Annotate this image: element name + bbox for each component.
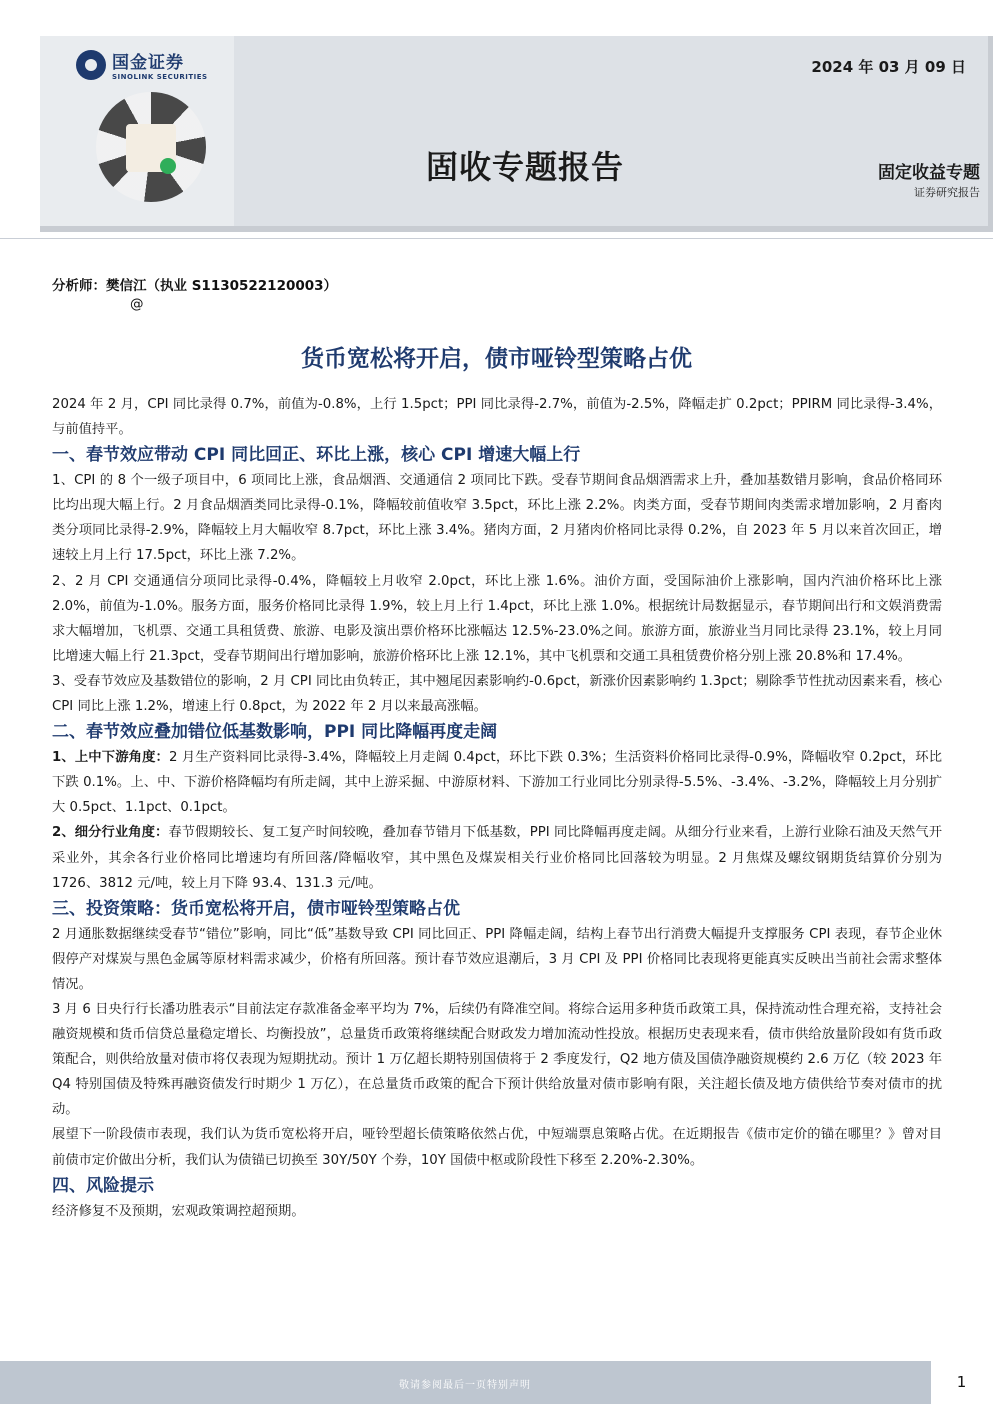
section-1-paragraph-2: 2、2 月 CPI 交通通信分项同比录得-0.4%，降幅较上月收窄 2.0pct，环比上涨 1.6%。油价方面，受国际油价上涨影响，国内汽油价格环比上涨 2.0%，前值为-1.0%。服务方面，服务价格同比录得 1.9%，较上月上行 1.4pct，环比上涨 1.0%。根据统计局数据显示，春节期间出行和文娱消费需求大幅增加，飞机票、交通工具租赁费、旅游、电影及演出票价格环比涨幅达 12.5%-23.0%之间。旅游方面，旅游业当月同比录得 23.1%，较上月同比增速大幅上行 21.3pct，受春节期间出行增加影响，旅游价格环比上涨 12.1%，其中飞机票和交通工具租赁费价格分别上涨 20.8%和 17.4%。 bbox=[52, 573, 942, 664]
section-3-paragraph-2: 3 月 6 日央行行长潘功胜表示“目前法定存款准备金率平均为 7%，后续仍有降准空间。将综合运用多种货币政策工具，保持流动性合理充裕，支持社会融资规模和货币信贷总量稳定增长、均衡投放”，总量货币政策将继续配合财政发力增加流动性投放。根据历史表现来看，债市供给放量阶段如有货币政策配合，则供给放量对债市将仅表现为短期扰动。预计 1 万亿超长期特别国债将于 2 季度发行，Q2 地方债及国债净融资规模约 2.6 万亿（较 2023 年 Q4 特别国债及特殊再融资债发行时期少 1 万亿），在总量货币政策的配合下预计供给放量对债市影响有限，关注超长债及地方债供给节奏对债市的扰动。 bbox=[52, 1001, 942, 1118]
section-2-heading: 二、春节效应叠加错位低基数影响，PPI 同比降幅再度走阔 bbox=[52, 722, 498, 743]
company-logo bbox=[76, 48, 208, 81]
section-2-paragraph-1 bbox=[52, 745, 942, 820]
section-4-heading: 四、风险提示 bbox=[52, 1175, 154, 1196]
report-category: 固定收益专题 bbox=[878, 163, 980, 183]
header-left-panel bbox=[40, 36, 234, 226]
section-2-p2-text: 春节假期较长、复工复产时间较晚，叠加春节错月下低基数，PPI 同比降幅再度走阔。从细分行业来看，上游行业除石油及天然气开采业外，其余各行业价格同比增速均有所回落/降幅收窄，其中黑色及煤炭相关行业价格同比回落较为明显。2 月焦煤及螺纹钢期货结算价分别为 1726、3812 元/吨，较上月下降 93.4、131.3 元/吨。 bbox=[52, 825, 942, 891]
section-3-heading: 三、投资策略：货币宽松将开启，债市哑铃型策略占优 bbox=[52, 898, 460, 919]
page-number: 1 bbox=[956, 1373, 967, 1391]
analyst-line: 分析师：樊信江（执业 S1130522120003） bbox=[52, 278, 338, 294]
page-footer bbox=[0, 1361, 993, 1404]
section-3-paragraph-3: 展望下一阶段债市表现，我们认为货币宽松将开启，哑铃型超长债策略依然占优，中短端票息策略占优。在近期报告《债市定价的锚在哪里？》曾对目前债市定价做出分析，我们认为债锚已切换至 30Y/50Y 个券，10Y 国债中枢或阶段性下移至 2.20%-2.30%。 bbox=[52, 1127, 942, 1168]
section-1-heading: 一、春节效应带动 CPI 同比回正、环比上涨，核心 CPI 增速大幅上行 bbox=[52, 445, 581, 466]
logo-en: SINOLINK SECURITIES bbox=[112, 73, 208, 81]
header-divider bbox=[0, 238, 993, 239]
footer-notice: 敬请参阅最后一页特别声明 bbox=[399, 1380, 531, 1391]
report-date: 2024 年 03 月 09 日 bbox=[811, 58, 966, 76]
report-header bbox=[40, 36, 988, 226]
logo-mark-icon bbox=[76, 50, 106, 80]
section-2-paragraph-2 bbox=[52, 820, 942, 895]
logo-text bbox=[112, 48, 208, 81]
intro-paragraph: 2024 年 2 月，CPI 同比录得 0.7%，前值为-0.8%，上行 1.5pct；PPI 同比录得-2.7%，前值为-2.5%，降幅走扩 0.2pct；PPIRM 同比录得-3.4%，与前值持平。 bbox=[52, 397, 942, 438]
section-2-p1-label: 1、上中下游角度： bbox=[52, 750, 169, 766]
section-1-paragraph-1: 1、CPI 的 8 个一级子项目中，6 项同比上涨，食品烟酒、交通通信 2 项同比下跌。受春节期间食品烟酒需求上升，叠加基数错月影响，食品价格同环比均出现大幅上行。2 月食品烟酒类同比录得-0.1%，降幅较前值收窄 3.5pct，环比上涨 2.2%。肉类方面，受春节期间肉类需求增加影响，2 月畜肉类分项同比录得-2.9%，降幅较上月大幅收窄 8.7pct，环比上涨 3.4%。猪肉方面，2 月猪肉价格同比录得 0.2%，自 2023 年 5 月以来首次回正，增速较上月上行 17.5pct，环比上涨 7.2%。 bbox=[52, 473, 942, 564]
section-4-paragraph-1: 经济修复不及预期，宏观政策调控超预期。 bbox=[52, 1203, 305, 1219]
report-subcategory: 证券研究报告 bbox=[914, 186, 980, 199]
section-3-paragraph-1: 2 月通胀数据继续受春节“错位”影响，同比“低”基数导致 CPI 同比回正、PPI 降幅走阔，结构上春节出行消费大幅提升支撑服务 CPI 表现，春节企业休假停产对煤炭与黑色金属等原材料需求减少，价格有所回落。预计春节效应退潮后，3 月 CPI 及 PPI 价格同比表现将更能真实反映出当前社会需求整体情况。 bbox=[52, 926, 942, 992]
section-2-p1-text: 2 月生产资料同比录得-3.4%，降幅较上月走阔 0.4pct，环比下跌 0.3%；生活资料价格同比录得-0.9%，降幅收窄 0.2pct，环比下跌 0.1%。上、中、下游价格降幅均有所走阔，其中上游采掘、中游原材料、下游加工行业同比分别录得-5.5%、-3.4%、-3.2%，降幅较上月分别扩大 0.5pct、1.1pct、0.1pct。 bbox=[52, 750, 942, 816]
report-type-title: 固收专题报告 bbox=[426, 148, 625, 186]
section-1-paragraph-3: 3、受春节效应及基数错位的影响，2 月 CPI 同比由负转正，其中翘尾因素影响约-0.6pct，新涨价因素影响约 1.3pct；剔除季节性扰动因素来看，核心 CPI 同比上涨 1.2%，增速上行 0.8pct，为 2022 年 2 月以来最高涨幅。 bbox=[52, 673, 942, 715]
qr-badge-icon bbox=[160, 158, 176, 174]
analyst-email: @ bbox=[130, 296, 144, 312]
report-body bbox=[52, 392, 942, 1224]
section-2-p2-label: 2、细分行业角度： bbox=[52, 825, 169, 841]
page-title: 货币宽松将开启，债市哑铃型策略占优 bbox=[301, 346, 692, 372]
logo-cn: 国金证券 bbox=[112, 53, 184, 73]
